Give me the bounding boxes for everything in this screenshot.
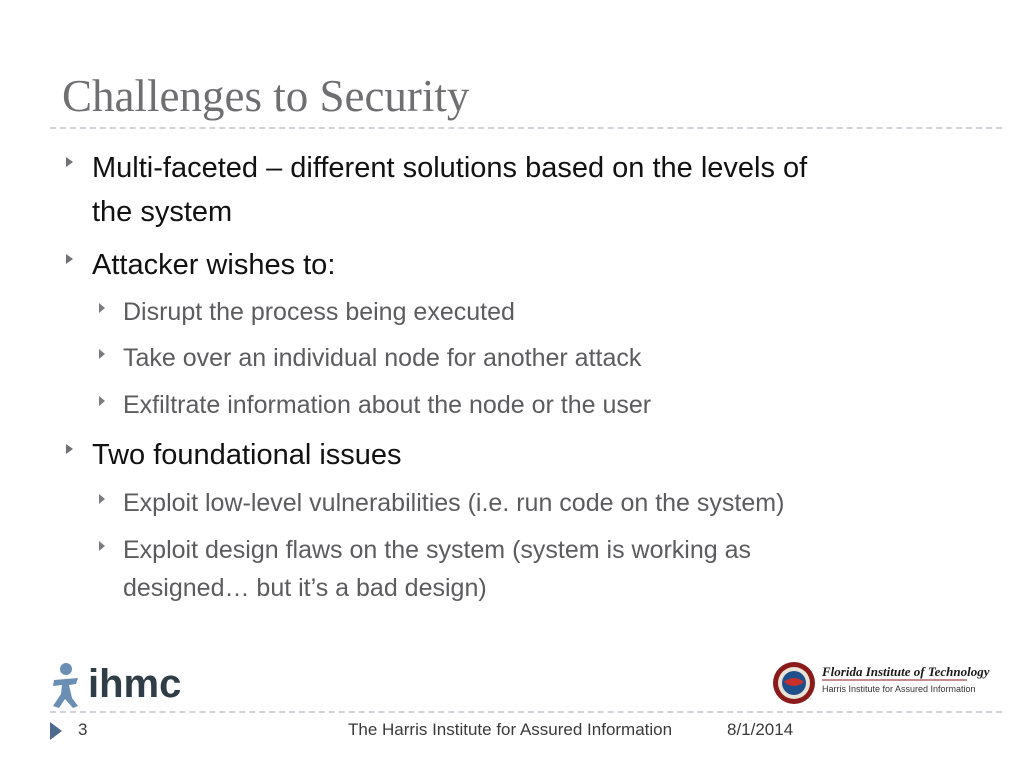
footer-arrow-icon — [50, 722, 62, 740]
bullet-item — [92, 243, 335, 287]
sub-bullet-arrow-icon — [99, 541, 105, 551]
sub-bullet-arrow-icon — [99, 349, 105, 359]
sub-bullet-item — [123, 339, 641, 377]
sub-bullet-text: Exploit low-level vulnerabilities (i.e. run code on the system) — [123, 489, 785, 517]
footer-institute: The Harris Institute for Assured Information — [348, 720, 673, 739]
bullet-item — [92, 146, 807, 234]
sub-bullet-item — [123, 386, 651, 424]
sub-bullet-item — [123, 293, 515, 331]
sub-bullet-arrow-icon — [99, 396, 105, 406]
footer-date: 8/1/2014 — [727, 720, 794, 739]
footer-divider — [50, 711, 1002, 713]
bullet-arrow-icon — [66, 444, 73, 454]
sub-bullet-item — [123, 484, 784, 522]
sub-bullet-text: Disrupt the process being executed — [123, 298, 515, 326]
ihmc-logo-text: ihmc — [88, 662, 182, 706]
title-divider — [50, 127, 1002, 129]
sub-bullet-item — [123, 531, 751, 607]
bullet-text: Two foundational issues — [92, 439, 402, 471]
sub-bullet-text: Exploit design flaws on the system (system is working as — [123, 536, 752, 564]
sub-bullet-arrow-icon — [99, 303, 105, 313]
fit-logo-title: Florida Institute of Technology — [822, 664, 990, 679]
fit-logo-subtitle: Harris Institute for Assured Information — [822, 684, 976, 694]
bullet-text: the system — [92, 196, 233, 228]
page-number: 3 — [78, 720, 88, 739]
bullet-item — [92, 433, 402, 477]
bullet-arrow-icon — [66, 254, 73, 264]
sub-bullet-arrow-icon — [99, 494, 105, 504]
sub-bullet-text: Exfiltrate information about the node or the user — [123, 391, 652, 419]
bullet-arrow-icon — [66, 157, 73, 167]
sub-bullet-text: Take over an individual node for another attack — [123, 344, 642, 372]
slide-title: Challenges to Security — [62, 71, 470, 121]
bullet-text: Attacker wishes to: — [92, 249, 336, 281]
sub-bullet-text: designed… but it’s a bad design) — [123, 574, 487, 602]
bullet-text: Multi-faceted – different solutions based on the levels of — [92, 152, 808, 184]
